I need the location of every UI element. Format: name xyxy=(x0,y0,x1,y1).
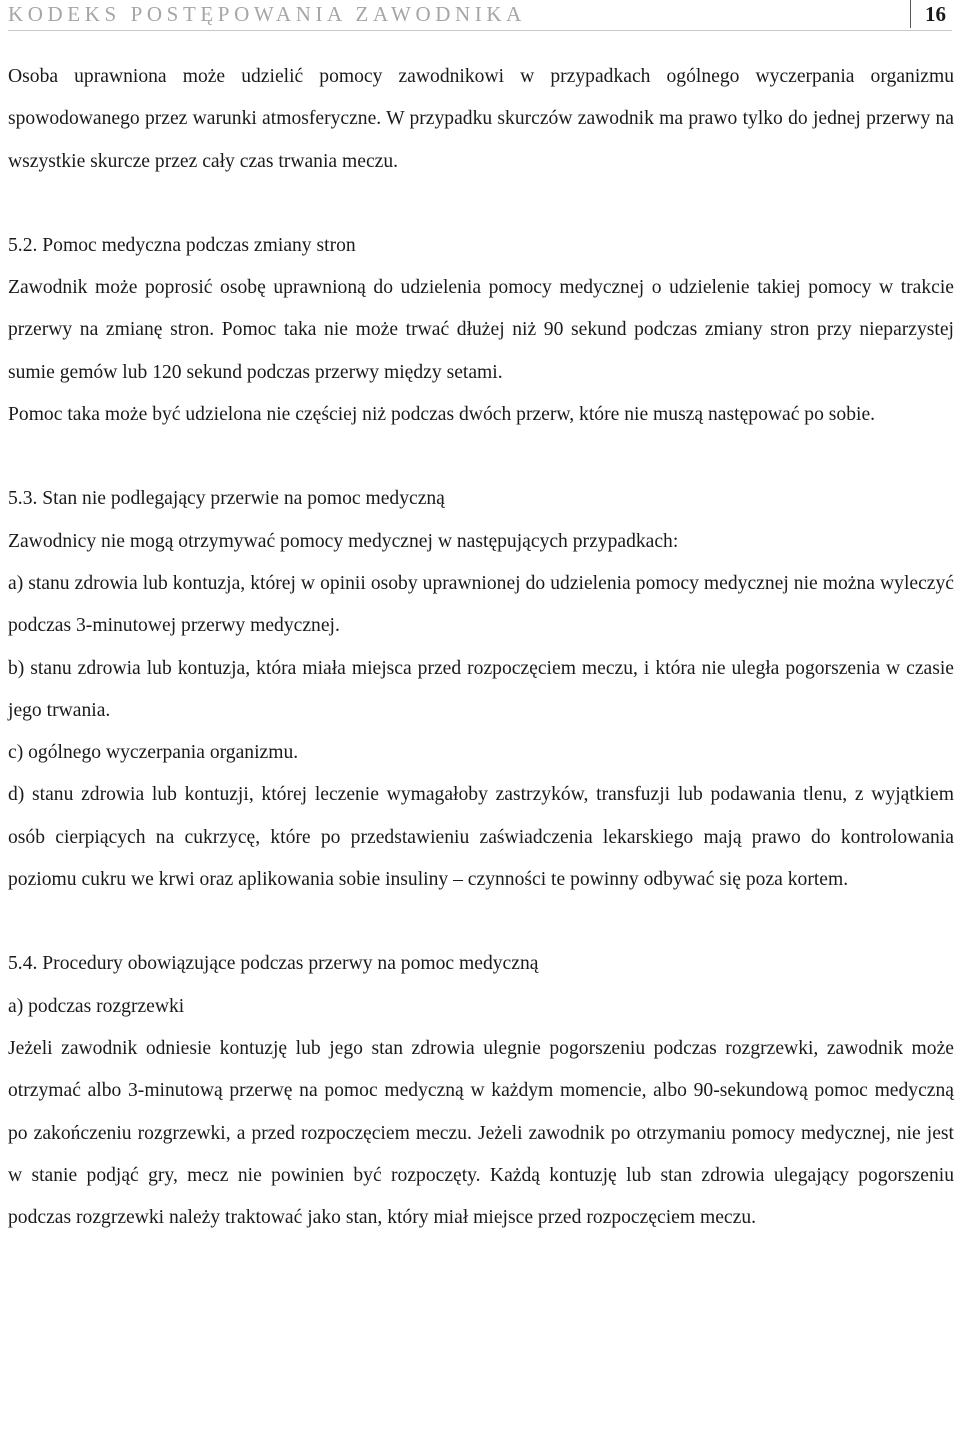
list-item: b) stanu zdrowia lub kontuzja, która miała miejsca przed rozpoczęciem meczu, i która nie uległa pogorszenia w czasie jego trwania. xyxy=(8,657,954,721)
section-5-3 xyxy=(8,478,954,901)
section-heading: 5.2. Pomoc medyczna podczas zmiany stron xyxy=(8,234,356,256)
section-paragraph: Jeżeli zawodnik odniesie kontuzję lub jego stan zdrowia ulegnie pogorszeniu podczas rozgrzewki, zawodnik może otrzymać albo 3-minutową przerwę na pomoc medyczną w każdym momencie, albo 90-sekundową pomoc medyczną po zakończeniu rozgrzewki, a przed rozpoczęciem meczu. Jeżeli zawodnik po otrzymaniu pomocy medycznej, nie jest w stanie podjąć gry, mecz nie powinien być rozpoczęty. Każdą kontuzję lub stan zdrowia ulegający pogorszeniu podczas rozgrzewki należy traktować jako stan, który miał miejsce przed rozpoczęciem meczu. xyxy=(8,1037,954,1229)
section-heading: 5.4. Procedury obowiązujące podczas przerwy na pomoc medyczną xyxy=(8,953,539,975)
spacer xyxy=(8,183,954,225)
section-paragraph: Pomoc taka może być udzielona nie częściej niż podczas dwóch przerw, które nie muszą następować po sobie. xyxy=(8,404,876,426)
list-item: d) stanu zdrowia lub kontuzji, której leczenie wymagałoby zastrzyków, transfuzji lub podawania tlenu, z wyjątkiem osób cierpiących na cukrzycę, które po przedstawieniu zaświadczenia lekarskiego mają prawo do kontrolowania poziomu cukru we krwi oraz aplikowania sobie insuliny – czynności te powinny odbywać się poza kortem. xyxy=(8,784,954,891)
list-item: a) stanu zdrowia lub kontuzja, której w opinii osoby uprawnionej do udzielenia pomocy medycznej nie można wyleczyć podczas 3-minutowej przerwy medycznej. xyxy=(8,572,954,637)
section-5-2 xyxy=(8,225,954,436)
list-item: c) ogólnego wyczerpania organizmu. xyxy=(8,742,299,764)
page-header xyxy=(8,0,952,31)
intro-paragraph: Osoba uprawniona może udzielić pomocy zawodnikowi w przypadkach ogólnego wyczerpania organizmu spowodowanego przez warunki atmosferyczne. W przypadku skurczów zawodnik ma prawo tylko do jednej przerwy na wszystkie skurcze przez cały czas trwania meczu. xyxy=(8,66,954,172)
spacer xyxy=(8,436,954,478)
section-subheading: a) podczas rozgrzewki xyxy=(8,995,185,1017)
section-5-4 xyxy=(8,943,954,1239)
section-heading: 5.3. Stan nie podlegający przerwie na pomoc medyczną xyxy=(8,488,445,510)
document-body xyxy=(8,56,954,1239)
spacer xyxy=(8,901,954,943)
section-paragraph: Zawodnik może poprosić osobę uprawnioną do udzielenia pomocy medycznej o udzielenie takiej pomocy w trakcie przerwy na zmianę stron. Pomoc taka nie może trwać dłużej niż 90 sekund podczas zmiany stron przy nieparzystej sumie gemów lub 120 sekund podczas przerwy między setami. xyxy=(8,277,954,383)
section-intro: Zawodnicy nie mogą otrzymywać pomocy medycznej w następujących przypadkach: xyxy=(8,530,679,552)
document-title: KODEKS POSTĘPOWANIA ZAWODNIKA xyxy=(8,2,526,26)
page-number: 16 xyxy=(910,0,946,28)
